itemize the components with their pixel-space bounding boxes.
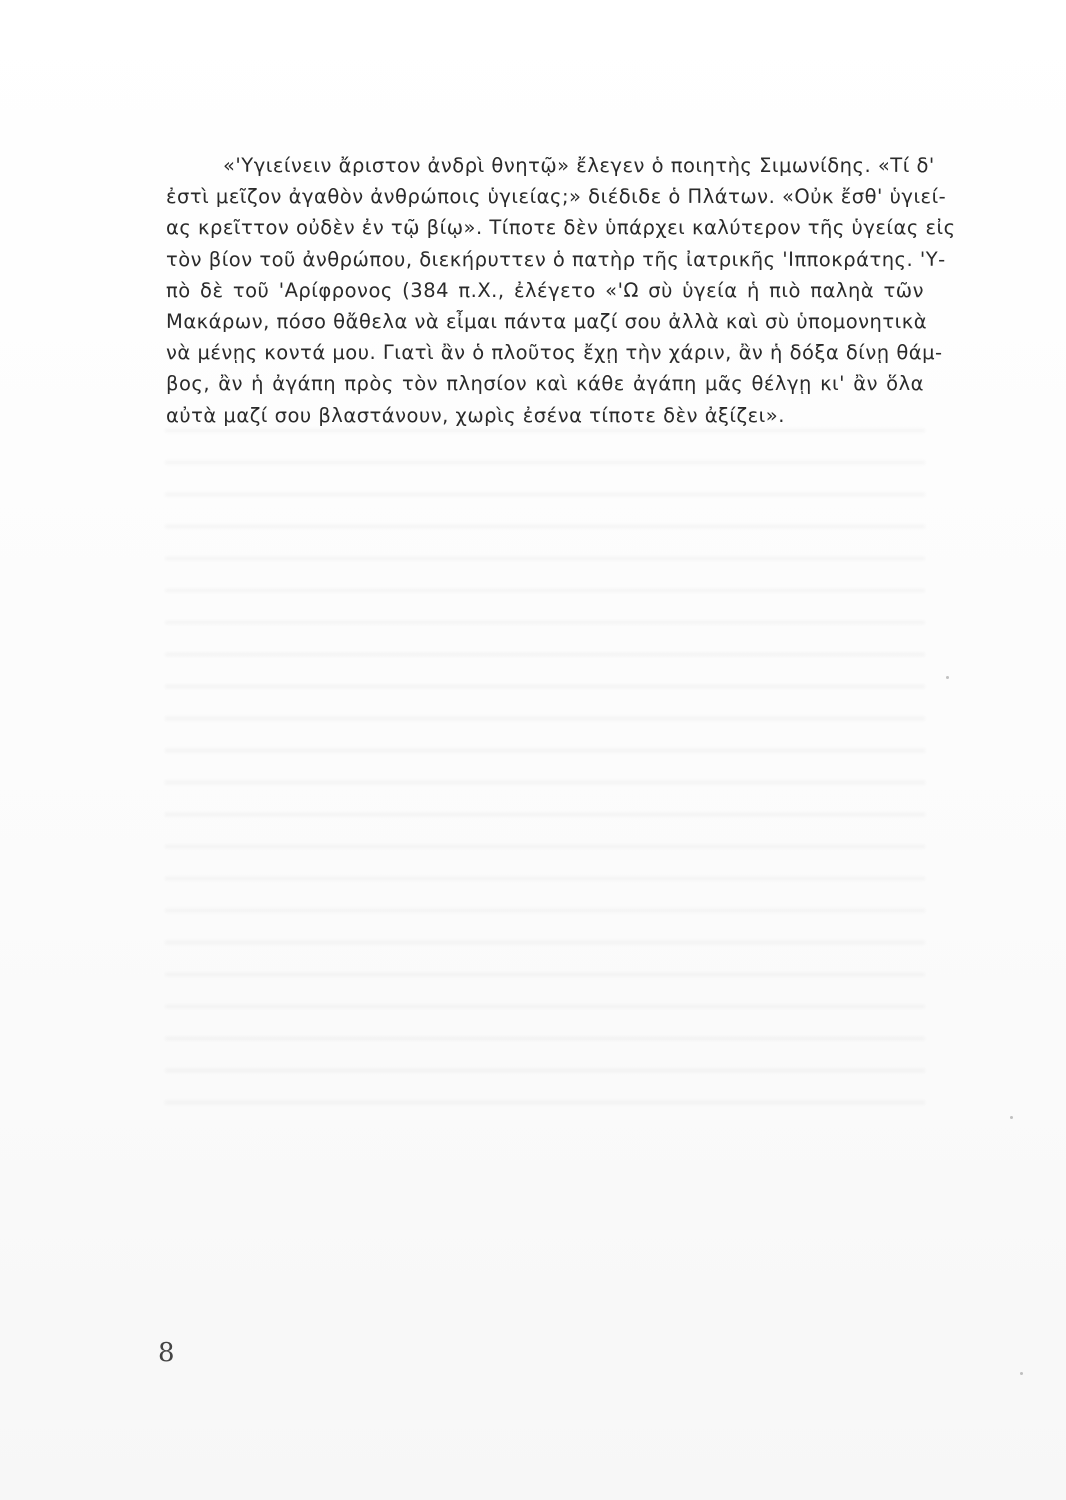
paragraph-line: ας κρεῖττον οὐδὲν ἐν τῷ βίῳ». Τίποτε δὲν ὑπάρχει καλύτερον τῆς ὑγείας εἰς	[166, 216, 956, 240]
page-number: 8	[158, 1338, 175, 1368]
paragraph-line: τὸν βίον τοῦ ἀνθρώπου, διεκήρυττεν ὁ πατὴρ τῆς ἰατρικῆς 'Ιπποκράτης. 'Υ-	[166, 247, 946, 271]
paragraph-line: βος, ἂν ἡ ἀγάπη πρὸς τὸν πλησίον καὶ κάθε ἀγάπη μᾶς θέλγῃ κι' ἂν ὅλα	[166, 372, 924, 396]
paragraph-line: αὐτὰ μαζί σου βλαστάνουν, χωρὶς ἐσένα τίποτε δὲν ἀξίζει».	[166, 403, 785, 427]
dust-speck	[946, 676, 949, 679]
reverse-side-bleed-through	[165, 415, 925, 1115]
dust-speck	[1010, 1116, 1013, 1119]
body-paragraph	[166, 150, 956, 431]
dust-speck	[1020, 1372, 1023, 1375]
paragraph-line: νὰ μένῃς κοντά μου. Γιατὶ ἂν ὁ πλοῦτος ἔχῃ τὴν χάριν, ἂν ἡ δόξα δίνῃ θάμ-	[166, 341, 943, 365]
paragraph-line: ἐστὶ μεῖζον ἀγαθὸν ἀνθρώποις ὑγιείας;» διέδιδε ὁ Πλάτων. «Οὐκ ἔσθ' ὑγιεί-	[166, 185, 947, 209]
paragraph-line: Μακάρων, πόσο θἄθελα νὰ εἶμαι πάντα μαζί σου ἀλλὰ καὶ σὺ ὑπομονητικὰ	[166, 310, 928, 334]
paragraph-line: πὸ δὲ τοῦ 'Αρίφρονος (384 π.Χ., ἐλέγετο «'Ω σὺ ὑγεία ἡ πιὸ παληὰ τῶν	[166, 278, 924, 302]
paragraph-line: «'Υγιείνειν ἄριστον ἀνδρὶ θνητῷ» ἔλεγεν ὁ ποιητὴς Σιμωνίδης. «Τί δ'	[223, 154, 935, 177]
